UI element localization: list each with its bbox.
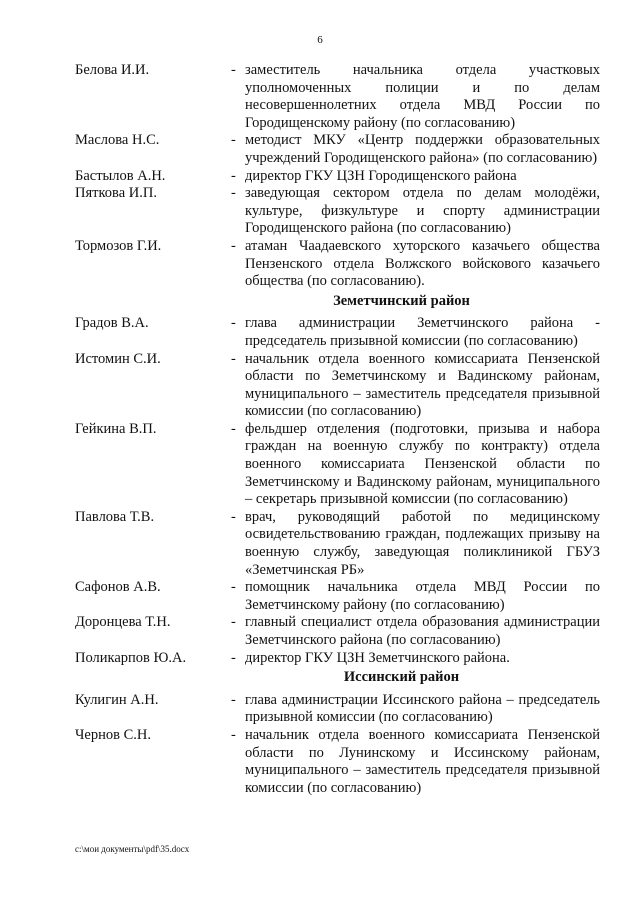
- member-name: Кулигин А.Н.: [75, 691, 159, 708]
- member-row: [75, 132, 600, 167]
- member-row: [75, 351, 600, 421]
- member-role: помощник начальника отдела МВД России по Земетчинскому району (по согласованию): [245, 579, 600, 613]
- member-name: Гейкина В.П.: [75, 420, 157, 437]
- page-number: 6: [317, 34, 323, 46]
- dash-separator: -: [231, 132, 236, 149]
- member-row: [75, 238, 600, 291]
- dash-separator: -: [231, 315, 236, 332]
- member-name: Павлова Т.В.: [75, 508, 155, 525]
- member-row: [75, 614, 600, 649]
- dash-separator: -: [231, 237, 236, 254]
- member-role: заведующая сектором отдела по делам молодёжи, культуре, физкультуре и спорту администрации Городищенского района (по согласованию): [245, 185, 600, 237]
- section-heading-issa: Иссинский район: [343, 669, 460, 686]
- dash-separator: -: [231, 649, 236, 666]
- member-role: атаман Чаадаевского хуторского казачьего общества Пензенского отдела Волжского войскового казачьего общества (по согласованию).: [245, 237, 600, 290]
- member-role: заместитель начальника отдела участковых уполномоченных полиции и по делам несовершеннолетних отдела МВД России по Городищенскому району (по согласованию): [245, 62, 600, 131]
- member-name: Маслова Н.С.: [75, 132, 160, 149]
- member-row: [75, 650, 600, 668]
- member-role: врач, руководящий работой по медицинскому освидетельствованию граждан, подлежащих призыву на военную службу, заведующая поликлиникой ГБУЗ «Земетчинская РБ»: [245, 508, 600, 578]
- member-row: [75, 727, 600, 797]
- member-name: Чернов С.Н.: [75, 726, 151, 743]
- member-role: глава администрации Земетчинского района - председатель призывной комиссии (по согласованию): [245, 315, 600, 349]
- file-path-footer: c:\мои документы\pdf\35.docx: [75, 844, 190, 854]
- member-role: методист МКУ «Центр поддержки образовательных учреждений Городищенского района» (по согласованию): [245, 132, 600, 166]
- member-name: Сафонов А.В.: [75, 579, 161, 596]
- member-name: Истомин С.И.: [75, 350, 161, 367]
- member-row: [75, 692, 600, 727]
- member-role: начальник отдела военного комиссариата Пензенской области по Лунинскому и Иссинскому районам, муниципального – заместитель председателя призывной комиссии (по согласованию): [245, 726, 600, 796]
- member-name: Бастылов А.Н.: [75, 167, 166, 184]
- member-name: Градов В.А.: [75, 315, 149, 332]
- member-role: директор ГКУ ЦЗН Земетчинского района.: [245, 649, 510, 666]
- dash-separator: -: [231, 726, 236, 743]
- member-name: Доронцева Т.Н.: [75, 614, 171, 631]
- member-row: [75, 62, 600, 132]
- member-role: глава администрации Иссинского района – председатель призывной комиссии (по согласованию): [245, 691, 600, 726]
- dash-separator: -: [231, 614, 236, 631]
- dash-separator: -: [231, 350, 236, 367]
- member-name: Тормозов Г.И.: [75, 237, 162, 254]
- member-row: [75, 185, 600, 238]
- section-heading-zemetchino: Земетчинский район: [333, 292, 470, 309]
- dash-separator: -: [231, 185, 236, 202]
- member-row: [75, 509, 600, 579]
- member-role: главный специалист отдела образования администрации Земетчинского района (по согласованию): [245, 614, 600, 648]
- member-name: Белова И.И.: [75, 62, 150, 78]
- dash-separator: -: [231, 691, 236, 708]
- dash-separator: -: [231, 508, 236, 525]
- member-row: [75, 421, 600, 509]
- member-name: Пяткова И.П.: [75, 185, 157, 202]
- dash-separator: -: [231, 167, 236, 184]
- member-row: [75, 168, 600, 186]
- dash-separator: -: [231, 62, 236, 78]
- member-name: Поликарпов Ю.А.: [75, 649, 187, 666]
- member-role: начальник отдела военного комиссариата Пензенской области по Земетчинскому и Вадинскому районам, муниципального – заместитель председателя призывной комиссии (по согласованию): [245, 350, 600, 420]
- member-role: директор ГКУ ЦЗН Городищенского района: [245, 167, 517, 184]
- dash-separator: -: [231, 579, 236, 596]
- member-role: фельдшер отделения (подготовки, призыва и набора граждан на военную службу по контракту) отдела военного комиссариата Пензенской области по Земетчинскому и Вадинскому районам, муниципального – секретарь призывной комиссии (по согласованию): [245, 420, 600, 508]
- commission-member-list: [75, 62, 600, 797]
- member-row: [75, 315, 600, 350]
- dash-separator: -: [231, 420, 236, 437]
- member-row: [75, 579, 600, 614]
